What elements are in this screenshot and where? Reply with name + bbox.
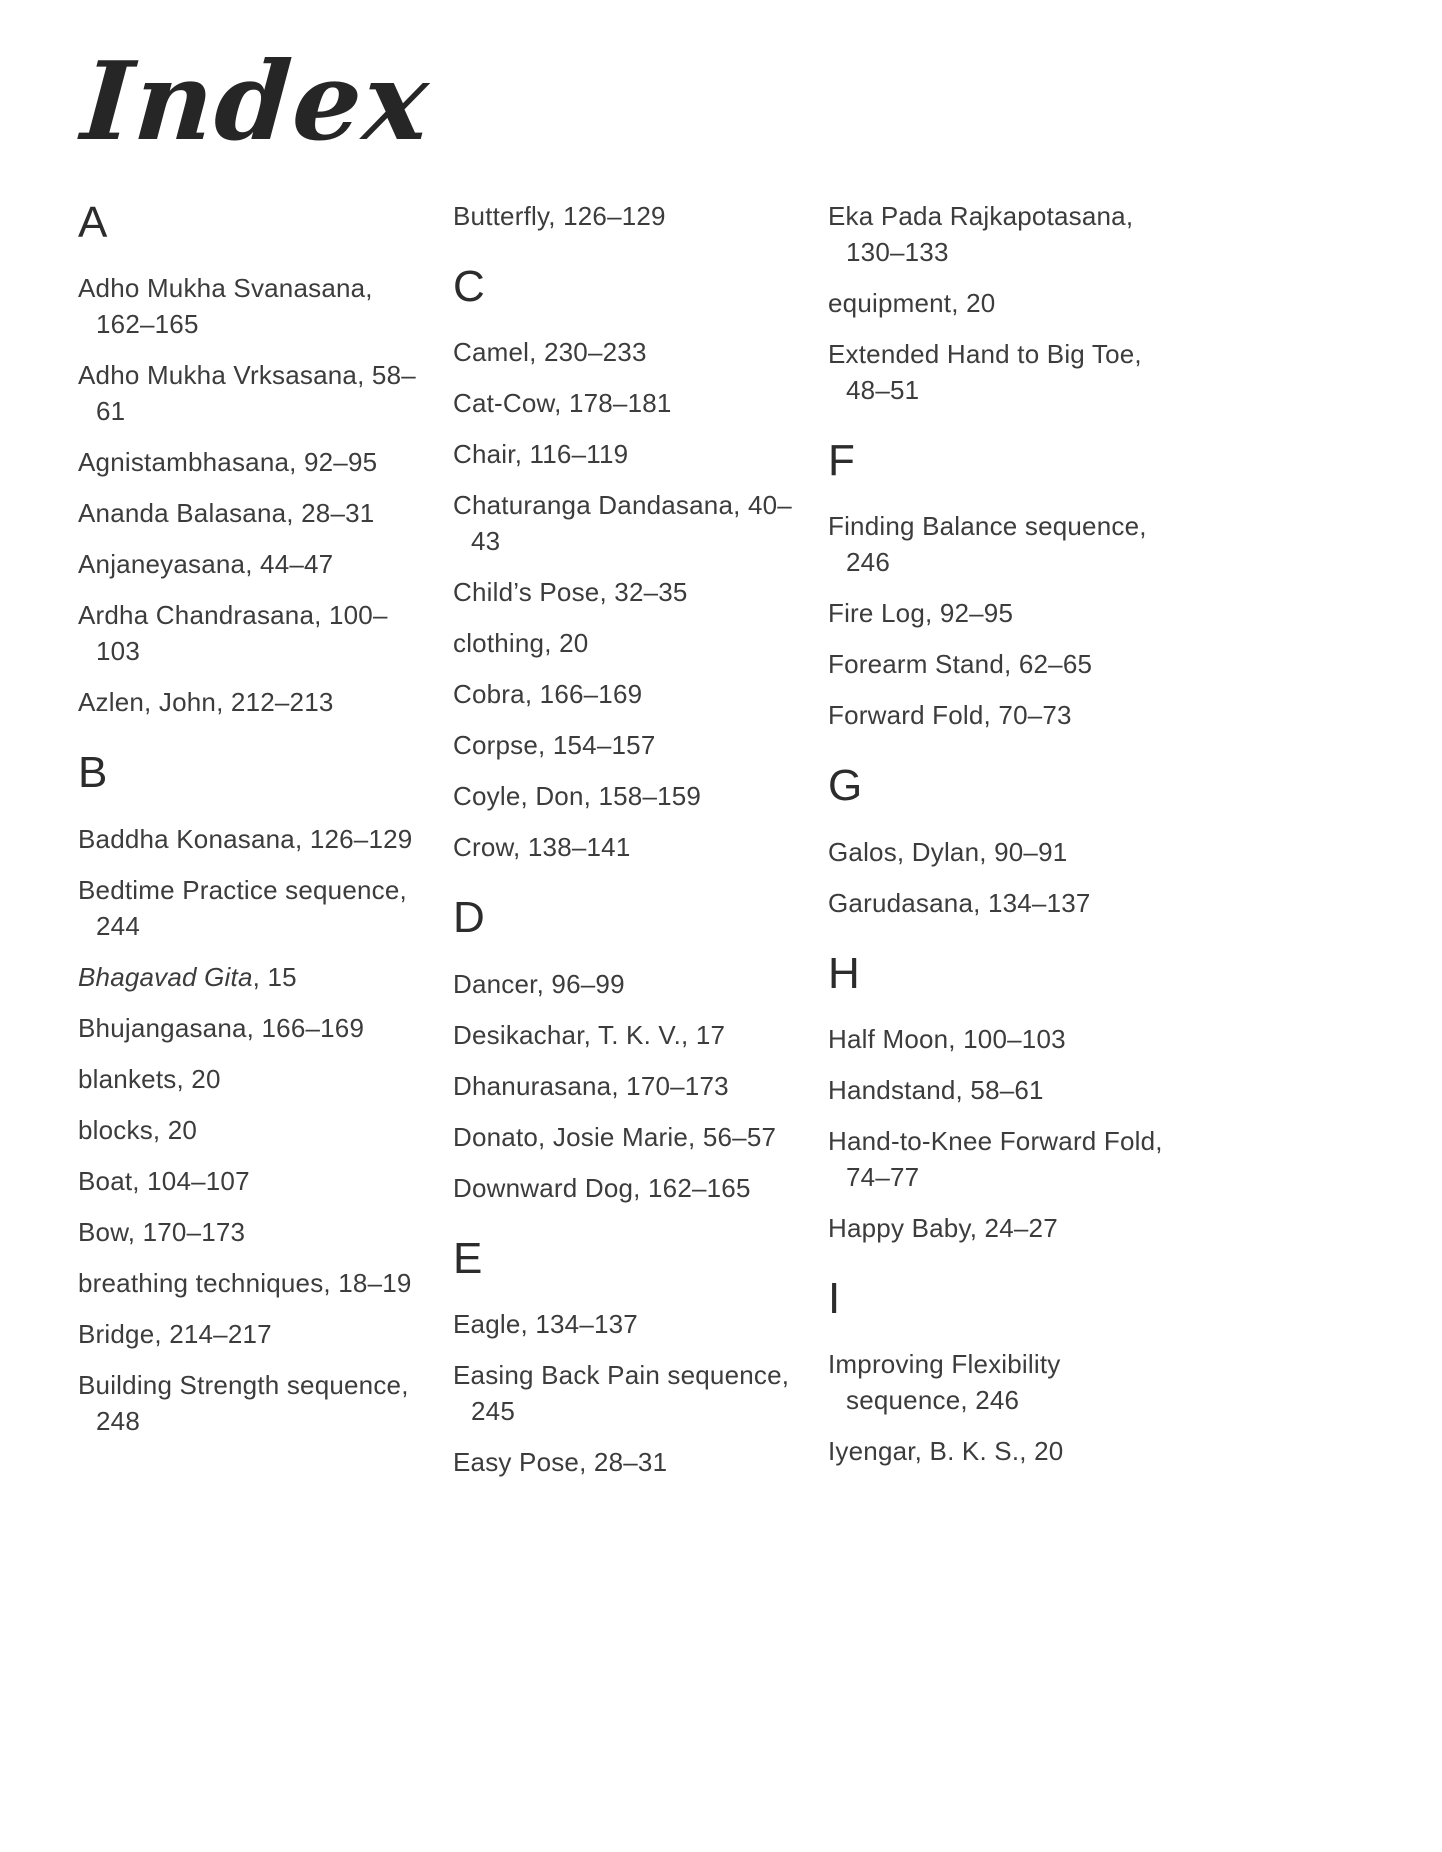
index-entry: Garudasana, 134–137 [828, 887, 1091, 918]
index-entry: Forward Fold, 70–73 [828, 700, 1072, 731]
index-entry: Fire Log, 92–95 [828, 598, 1014, 629]
index-entry: Adho Mukha Svanasana, 162–165 [78, 273, 373, 340]
index-entry: Corpse, 154–157 [453, 730, 656, 761]
section-letter: E [453, 1233, 483, 1283]
page-title: Index [77, 39, 435, 165]
section-letter: I [828, 1273, 841, 1323]
index-entry: Butterfly, 126–129 [453, 201, 666, 232]
index-entry: Bedtime Practice sequence, 244 [78, 874, 407, 941]
index-entry: equipment, 20 [828, 288, 996, 319]
index-entry: blocks, 20 [78, 1114, 198, 1145]
index-entry: Crow, 138–141 [453, 832, 631, 863]
index-entry: Camel, 230–233 [453, 337, 647, 368]
index-entry: Agnistambhasana, 92–95 [78, 447, 378, 478]
index-entry: Bhagavad Gita, 15 [78, 961, 297, 992]
index-entry: Happy Baby, 24–27 [828, 1212, 1058, 1243]
index-entry: Bhujangasana, 166–169 [78, 1012, 365, 1043]
index-entry: Easy Pose, 28–31 [453, 1446, 668, 1477]
index-entry: Extended Hand to Big Toe, 48–51 [828, 339, 1142, 406]
index-entry: Forearm Stand, 62–65 [828, 649, 1093, 680]
index-column-3 [828, 198, 1173, 1484]
index-entry: Chaturanga Dandasana, 40–43 [453, 490, 792, 557]
section-letter: F [828, 436, 856, 486]
index-entry: Coyle, Don, 158–159 [453, 781, 702, 812]
section-letter: H [828, 948, 861, 998]
index-entry: Bow, 170–173 [78, 1216, 246, 1247]
index-entry: Baddha Konasana, 126–129 [78, 823, 413, 854]
index-entry: Bridge, 214–217 [78, 1318, 272, 1349]
index-entry: Downward Dog, 162–165 [453, 1172, 751, 1203]
index-entry: Half Moon, 100–103 [828, 1023, 1066, 1054]
index-entry: Desikachar, T. K. V., 17 [453, 1019, 726, 1050]
index-columns [78, 198, 1386, 1495]
index-entry: Hand-to-Knee Forward Fold, 74–77 [828, 1125, 1163, 1192]
index-entry: blankets, 20 [78, 1063, 221, 1094]
index-entry: Boat, 104–107 [78, 1165, 250, 1196]
index-entry: Cat-Cow, 178–181 [453, 388, 672, 419]
section-letter: B [78, 748, 108, 798]
index-entry: Handstand, 58–61 [828, 1074, 1044, 1105]
index-entry: Eka Pada Rajkapotasana, 130–133 [828, 201, 1134, 268]
index-entry: breathing techniques, 18–19 [78, 1267, 412, 1298]
index-entry: Ananda Balasana, 28–31 [78, 498, 375, 529]
index-entry: Building Strength sequence, 248 [78, 1369, 409, 1436]
index-entry: Improving Flexibility sequence, 246 [828, 1348, 1061, 1415]
section-letter: C [453, 262, 486, 312]
index-entry: Anjaneyasana, 44–47 [78, 549, 334, 580]
index-entry: Eagle, 134–137 [453, 1308, 638, 1339]
index-entry-italic-title: Bhagavad Gita [78, 961, 253, 992]
index-entry: Azlen, John, 212–213 [78, 687, 334, 718]
index-entry: Donato, Josie Marie, 56–57 [453, 1121, 777, 1152]
index-column-2 [453, 198, 798, 1495]
index-entry: Dancer, 96–99 [453, 968, 625, 999]
index-entry: Adho Mukha Vrksasana, 58–61 [78, 360, 416, 427]
index-entry: Chair, 116–119 [453, 439, 629, 470]
index-entry: Finding Balance sequence, 246 [828, 511, 1147, 578]
index-entry: Iyengar, B. K. S., 20 [828, 1435, 1064, 1466]
index-entry: Easing Back Pain sequence, 245 [453, 1359, 790, 1426]
section-letter: D [453, 893, 486, 943]
section-letter: G [828, 761, 863, 811]
index-entry: Cobra, 166–169 [453, 679, 643, 710]
section-letter: A [78, 198, 108, 248]
index-entry: Child’s Pose, 32–35 [453, 577, 688, 608]
index-entry: clothing, 20 [453, 628, 589, 659]
index-entry: Galos, Dylan, 90–91 [828, 836, 1068, 867]
index-column-1 [78, 198, 423, 1453]
index-entry: Ardha Chandrasana, 100–103 [78, 600, 388, 667]
index-entry: Dhanurasana, 170–173 [453, 1070, 729, 1101]
